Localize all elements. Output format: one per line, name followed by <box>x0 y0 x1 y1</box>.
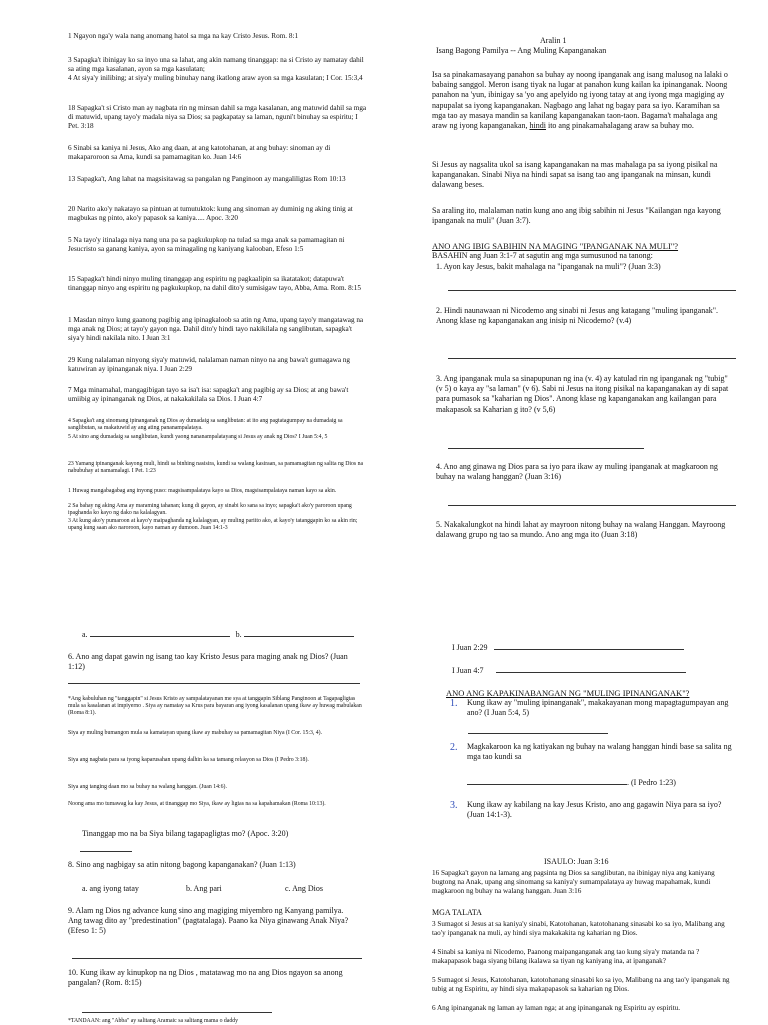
answer-line-q6[interactable] <box>68 683 360 684</box>
answer-line-r2[interactable] <box>448 358 736 359</box>
verse-1-cor-15-4: 4 At siya'y inilibing; at siya'y muling binuhay nang ikatlong araw ayon sa mga kasulatan; I Cor. 15:3,4 <box>68 74 363 82</box>
mga-talata-heading: MGA TALATA <box>432 908 482 917</box>
lesson-title: Isang Bagong Pamilya -- Ang Muling Kapanganakan <box>436 46 607 55</box>
note-ligtas: Noong ama mo tumawag ka kay Jesus, at tinanggap mo Siya, ikaw ay ligtas na sa kapahamakan (Roma 10:13). <box>68 801 326 807</box>
question-r1: 1. Ayon kay Jesus, bakit mahalaga na "ipanganak na muli"? (Juan 3:3) <box>436 262 661 271</box>
verse-rom-8-1: 1 Ngayon nga'y wala nang anomang hatol sa mga na kay Cristo Jesus. Rom. 8:1 <box>68 32 299 40</box>
benefit-2-number: 2. <box>450 742 458 753</box>
question-r3: 3. Ang ipanganak mula sa sinapupunan ng ina (v. 4) ay katulad rin ng ipanganak ng "tubig" (v 5) o kaya ay "sa laman" (v 6). Sabi ni Jesus na itong pisikal na kapanganakan ay di sapat para pumasok sa "kaharian ng Dios". Anong klase ng kapanganakan ang kailangan para makapasok sa Kaharian g ito? (v 5,6) <box>436 374 729 414</box>
benefit-3-text: Kung ikaw ay kabilang na kay Jesus Kristo, ano ang gagawin Niya para sa iyo? (Juan 14:1-3). <box>467 800 722 820</box>
lesson-number: Aralin 1 <box>540 36 567 45</box>
question-accept: Tinanggap mo na ba Siya bilang tagapagligtas mo? (Apoc. 3:20) <box>82 829 289 838</box>
answer-blank-ref1[interactable] <box>494 641 684 650</box>
benefit-2-text: Magkakaroon ka ng katiyakan ng buhay na walang hanggan hindi base sa salita ng mga tao kundi sa <box>467 742 732 762</box>
isaulo-verse: 16 Sapagka't gayon na lamang ang pagsinta ng Dios sa sanglibutan, na ibinigay niya ang kaniyang bugtong na Anak, upang ang sinomang sa kaniya'y sumampalataya ay huwag mapahamak, kundi magkaroon ng buhay na walang hanggan. Juan 3:16 <box>432 869 715 895</box>
answer-line-accept[interactable] <box>80 851 132 852</box>
question-8: 8. Sino ang nagbigay sa atin nitong bagong kapanganakan? (Juan 1:13) <box>68 860 296 869</box>
benefit-1-number: 1. <box>450 698 458 709</box>
verse-1-juan-3-1: 1 Masdan ninyo kung gaanong pagibig ang ipinagkaloob sa atin ng Ama, upang tayo'y mangatawag na mga anak ng Dios; at tayo'y gayon nga. Dahil dito'y hindi tayo nakikilala ng sanglibutan, sapagka't siya'y hindi nakilala nito. I Juan 3:1 <box>68 316 364 342</box>
talata-juan-3-6: 6 Ang ipinanganak ng laman ay laman nga; at ang ipinanganak ng Espiritu ay espiritu. <box>432 1004 681 1012</box>
verse-juan-14-6: 6 Sinabi sa kaniya ni Jesus, Ako ang daan, at ang katotohanan, at ang buhay: sinoman ay di makaparoroon sa Ama, kundi sa pamamagitan ko. Juan 14:6 <box>68 144 331 161</box>
talata-juan-3-4: 4 Sinabi sa kaniya ni Nicodemo, Paanong maipanganganak ang tao kung siya'y matanda na ? makapapasok baga siyang bilang ikalawa sa tiyan ng kaniyang ina, at ipanganak? <box>432 948 700 965</box>
question-r2: 2. Hindi naunawaan ni Nicodemo ang sinabi ni Jesus ang katagang "muling ipanganak". Anong klase ng kapanganakan ang inisip ni Nicodemo? (v.4) <box>436 306 719 326</box>
question-9: 9. Alam ng Dios ng advance kung sino ang magiging miyembro ng Kanyang pamilya. Ang tawag dito ay "predestination" (pagtatalaga). Paano ka Niya ginawang Anak Niya? (Efeso 1: 5) <box>68 906 349 936</box>
option-a[interactable]: a. ang iyong tatay <box>82 884 139 893</box>
heading-ibig-sabihin: ANO ANG IBIG SABIHIN NA MAGING "IPANGANAK NA MULI"? <box>432 241 679 251</box>
answer-line-r1[interactable] <box>448 290 736 291</box>
verse-1-pet-3-18: 18 Sapagka't si Cristo man ay nagbata rin ng minsan dahil sa mga kasalanan, ang matuwid dahil sa mga di matuwid, upang tayo'y madala niya sa Dios; sa pagkapatay sa laman, nguni't binuhay sa espiritu; I Pet. 3:18 <box>68 104 367 130</box>
answer-blank-ref2[interactable] <box>496 664 686 673</box>
paragraph-3: Sa araling ito, malalaman natin kung ano ang ibig sabihin ni Jesus "Kailangan nga kayong ipanganak na muli" (Juan 3:7). <box>432 206 721 226</box>
isaulo-heading: ISAULO: Juan 3:16 <box>544 857 609 866</box>
answer-line-q10[interactable] <box>82 1012 272 1013</box>
tandaan-note: *TANDAAN: ang "Abba" ay salitang Aramaic sa salitang mama o daddy <box>68 1018 239 1024</box>
blank-a-label: a. <box>82 630 88 639</box>
verse-efeso-1-5: 5 Na tayo'y itinalaga niya nang una pa sa pagkukupkop na tulad sa mga anak sa pamamagitan ni Jesucristo sa ganang kaniya, ayon sa minagaling ng kaniyang kalooban, Efeso 1:5 <box>68 236 345 253</box>
question-10: 10. Kung ikaw ay kinupkop na ng Dios , matatawag mo na ang Dios ngayon sa anong pangalan? (Rom. 8:15) <box>68 968 343 988</box>
question-6: 6. Ano ang dapat gawin ng isang tao kay Kristo Jesus para maging anak ng Dios? (Juan 1:12) <box>68 652 348 672</box>
option-b[interactable]: b. Ang pari <box>186 884 222 893</box>
verse-1-juan-5-5: 5 At sino ang dumadaig sa sanglibutan, kundi yaong nananampalatayang si Jesus ay anak ng Dios? I Juan 5:4, 5 <box>68 434 328 440</box>
question-r4: 4. Ano ang ginawa ng Dios para sa iyo para ikaw ay muling ipanganak at magkaroon ng buhay na walang hanggan? (Juan 3:16) <box>436 462 718 482</box>
note-nagbata: Siya ang nagbata para sa iyong kaparusahan upang dalhin ka sa tamang relasyon sa Dios (I Pedro 3:18). <box>68 757 309 763</box>
benefit-3 <box>450 800 732 820</box>
benefit-1 <box>450 698 732 718</box>
emphasis-hindi: hindi <box>529 121 546 131</box>
verse-apoc-3-20: 20 Narito ako'y nakatayo sa pintuan at tumutuktok: kung ang sinoman ay duminig ng aking tinig at magbukas ng pinto, ako'y papasok sa kaniya..... Apoc. 3:20 <box>68 205 353 222</box>
answer-blank-a[interactable] <box>90 628 230 637</box>
answer-blank-b[interactable] <box>244 628 354 637</box>
basahin-instruction: BASAHIN ang Juan 3:1-7 at sagutin ang mga sumusunod na tanong: <box>432 251 653 260</box>
talata-juan-3-5: 5 Sumagot si Jesus, Katotohanan, katotohanang sinasabi ko sa iyo, Malibang na ang tao'y ipanganak ng tubig at ng Espiritu, ay hindi siya makapapasok sa kaharian ng Dios. <box>432 976 730 993</box>
note-tanging-daan: Siya ang tanging daan mo sa buhay na walang hanggan. (Juan 14:6). <box>68 784 227 790</box>
verse-1-juan-2-29: 29 Kung nalalaman ninyong siya'y matuwid, nalalaman naman ninyo na ang bawa't gumagawa ng katuwiran ay ipinanganak niya. I Juan 2:29 <box>68 356 351 373</box>
answer-line-r3[interactable] <box>448 448 644 449</box>
verse-rom-10-13: 13 Sapagka't, Ang lahat na magsisitawag sa pangalan ng Panginoon ay mangaliligtas Rom 10:13 <box>68 175 346 183</box>
heading-kapakinabangan: ANO ANG KAPAKINABANGAN NG "MULING IPINANGANAK"? <box>446 688 690 698</box>
benefit-2-ref-line: . (I Pedro 1:23) <box>467 776 732 788</box>
verse-1-cor-15-3: 3 Sapagka't ibinigay ko sa inyo una sa lahat, ang akin namang tinanggap: na si Cristo ay namatay dahil sa ating mga kasalanan, ayon sa mga kasulatan; <box>68 56 364 73</box>
ref-1-juan-4-7: I Juan 4:7 <box>452 664 732 676</box>
answer-line-q9[interactable] <box>72 958 362 959</box>
intro-paragraph: Isa sa pinakamasayang panahon sa buhay ay noong ipanganak ang isang malusog na lalaki o babaing sanggol. Meron isang tiyak na lugar at panahon kung kailan ka ipinanganak. Noong panahon na 'yun, ibinigay sa 'yo ang apelyido ng iyong tatay at ang iyong mga magiging ay napupalat sa iyong kapanganakan. Nagbago ang lahat ng bagay para sa iyo. Karamihan sa mga tao ay masaya mandin sa kanilang kapanganakan taon-taon. Bagama't mahalaga ang araw ng iyong kapanganakan, hindi ito ang pinakamahalagang araw sa buhay mo. <box>432 70 728 131</box>
option-c[interactable]: c. Ang Dios <box>285 884 323 893</box>
talata-juan-3-3: 3 Sumagot si Jesus at sa kaniya'y sinabi, Katotohanan, katotohanang sinasabi ko sa iyo, Malibang ang tao'y ipanganak na muli, ay hindi siya makakakita ng kaharian ng Dios. <box>432 920 725 937</box>
blank-b-label: b. <box>235 630 242 639</box>
note-tanggapin: *Ang kabuluhan ng "tanggapin" si Jesus Kristo ay sampalatayanan me sya at tanggapin Siblang Panginoon at Tagapagligtas mula sa kasalanan at impiyerno . Siya ay namatay sa Krus para bayaran ang iyong kasalanan upang ikaw ay huwag mabulakan (Roma 8:1). <box>68 696 362 716</box>
answer-line-b1[interactable] <box>468 733 608 734</box>
verse-1-pet-1-23: 23 Yamang ipinanganak kayong muli, hindi sa binhing nasisira, kundi sa walang kasiraan, sa pamamagitan ng salita ng Dios na nabubuhay at namamalagi. I Pet. 1:23 <box>68 461 364 474</box>
verse-1-juan-5-4: 4 Sapagka't ang sinomang ipinanganak ng Dios ay dumadaig sa sanglibutan: at ito ang pagtatagumpay na dumadaig sa sanglibutan, sa makatuwid ay ang ating pananampalataya. <box>68 418 343 431</box>
paragraph-2: Si Jesus ay nagsalita ukol sa isang kapanganakan na mas mahalaga pa sa iyong pisikal na kapanganakan. Sinabi Niya na hindi sapat sa isang tao ang ipanganak na minsan, kundi dalawang beses. <box>432 160 718 190</box>
benefit-1-text: Kung ikaw ay "muling ipinanganak", makakayanan mong mapagtagumpayan ang ano? (I Juan 5:4, 5) <box>467 698 729 718</box>
blank-row-ab <box>82 628 372 640</box>
note-muling-bumangon: Siya ay muling bumangon mula sa kamatayan upang ikaw ay mabuhay sa pamamagitan Niya (I Cor. 15:3, 4). <box>68 730 323 736</box>
verse-juan-14-3: 3 At kung ako'y pumaroon at kayo'y maipaghanda ng kalalagyan, ay muling pariito ako, at kayo'y tatanggapin ko sa akin rin; upang kung saan ako naroroon, kayo naman ay dumoon. Juan 14:1-3 <box>68 518 358 531</box>
question-r5: 5. Nakakalungkot na hindi lahat ay mayroon nitong buhay na walang Hanggan. Mayroong dalawang grupo ng tao sa mundo. Ano ang mga ito (Juan 3:18) <box>436 520 726 540</box>
benefit-3-number: 3. <box>450 800 458 811</box>
ref-1-juan-2-29: I Juan 2:29 <box>452 641 732 653</box>
verse-juan-14-2: 2 Sa bahay ng aking Ama ay maraming tahanan; kung di gayon, ay sinabi ko sana sa inyo; sapagka't ako'y paroroon upang ipaghanda ko kayo ng dako na kalalagyan. <box>68 503 352 516</box>
answer-line-r4[interactable] <box>448 505 736 506</box>
verse-1-juan-4-7: 7 Mga minamahal, mangagibigan tayo sa isa't isa: sapagka't ang pagibig ay sa Dios; at ang bawa't umiibig ay ipinanganak ng Dios, at nakakakilala sa Dios. I Juan 4:7 <box>68 386 349 403</box>
verse-rom-8-15: 15 Sapagka't hindi ninyo muling tinanggap ang espiritu ng pagkaalipin sa ikatatakot; datapuwa't tinanggap ninyo ang espiritu ng pagkukupkop, na dahil dito'y sumisigaw tayo, Abba, Ama. Rom. 8:15 <box>68 275 361 292</box>
verse-juan-14-1: 1 Huwag mangabagabag ang inyong puso: magsisampalataya kayo sa Dios, magsisampalataya naman kayo sa akin. <box>68 488 337 494</box>
answer-blank-b2[interactable] <box>467 776 627 785</box>
question-8-options <box>82 884 372 894</box>
benefit-2 <box>450 742 732 762</box>
